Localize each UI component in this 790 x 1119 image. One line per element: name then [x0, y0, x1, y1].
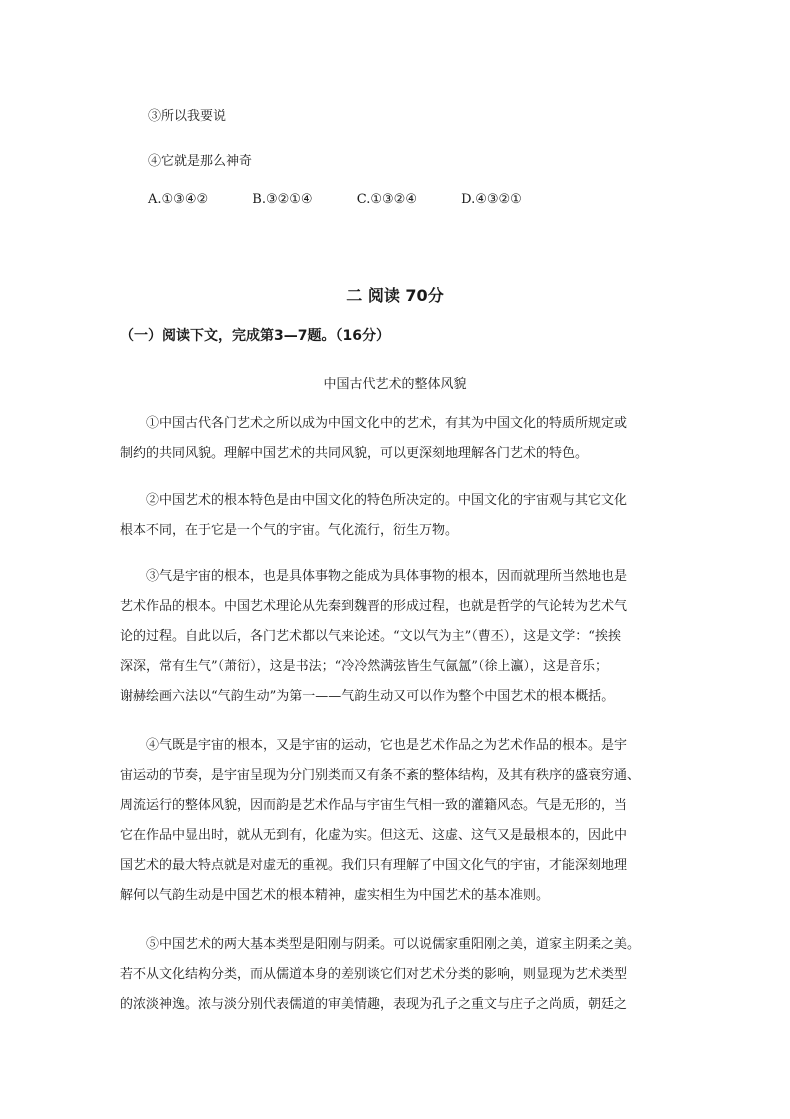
paragraph-line: 国艺术的最大特点就是对虚无的重视。我们只有理解了中国文化气的宇宙，才能深刻地理	[120, 858, 628, 873]
paragraph-1	[120, 409, 676, 469]
option-3: ③所以我要说	[148, 109, 227, 124]
paragraph-line: 论的过程。自此以后，各门艺术都以气来论述。“文以气为主”（曹丕），这是文学：“挨挨	[120, 629, 621, 644]
paragraph-line: ③气是宇宙的根本，也是具体事物之能成为具体事物的根本，因而就理所当然地也是	[146, 569, 628, 584]
paragraph-line: 的浓淡神逸。浓与淡分别代表儒道的审美情趣，表现为孔子之重文与庄子之尚质，朝廷之	[120, 997, 628, 1012]
paragraph-3	[120, 562, 676, 712]
paragraph-line: ⑤中国艺术的两大基本类型是阳刚与阴柔。可以说儒家重阳刚之美，道家主阴柔之美。	[146, 937, 641, 952]
paragraph-line: 深深，常有生气”（萧衍），这是书法；“冷冷然满弦皆生气氤氲”（徐上瀛），这是音乐；	[120, 659, 608, 674]
paragraph-line: ②中国艺术的根本特色是由中国文化的特色所决定的。中国文化的宇宙观与其它文化	[146, 493, 628, 508]
choice-b: B.③②①④	[252, 192, 313, 207]
paragraph-line: 解何以气韵生动是中国艺术的根本精神，虚实相生为中国艺术的基本准则。	[120, 888, 550, 903]
answer-choices	[148, 192, 562, 207]
option-4: ④它就是那么神奇	[148, 154, 253, 169]
paragraph-line: 根本不同，在于它是一个气的宇宙。气化流行，衍生万物。	[120, 523, 459, 538]
section-title: 二 阅读 70分	[346, 286, 444, 305]
choice-d: D.④③②①	[461, 192, 522, 207]
choice-c: C.①③②④	[356, 192, 417, 207]
paragraph-line: 制约的共同风貌。理解中国艺术的共同风貌，可以更深刻地理解各门艺术的特色。	[120, 446, 589, 461]
paragraph-line: 若不从文化结构分类，而从儒道本身的差别谈它们对艺术分类的影响，则显现为艺术类型	[120, 967, 628, 982]
paragraph-line: 周流运行的整体风貌，因而韵是艺术作品与宇宙生气相一致的灌籍风态。气是无形的，当	[120, 798, 628, 813]
paragraph-line: 它在作品中显出时，就从无到有，化虚为实。但这无、这虚、这气又是最根本的，因此中	[120, 828, 628, 843]
paragraph-line: 谢赫绘画六法以“气韵生动”为第一——气韵生动又可以作为整个中国艺术的根本概括。	[120, 689, 615, 704]
sub-heading: （一）阅读下文，完成第3—7题。（16分）	[120, 328, 390, 344]
paragraph-4	[120, 731, 676, 911]
paragraph-2	[120, 486, 676, 546]
paragraph-line: ①中国古代各门艺术之所以成为中国文化中的艺术，有其为中国文化的特质所规定或	[146, 416, 628, 431]
paragraph-line: 艺术作品的根本。中国艺术理论从先秦到魏晋的形成过程，也就是哲学的气论转为艺术气	[120, 599, 628, 614]
paragraph-line: ④气既是宇宙的根本，又是宇宙的运动，它也是艺术作品之为艺术作品的根本。是宇	[146, 738, 628, 753]
article-title: 中国古代艺术的整体风貌	[323, 377, 467, 392]
paragraph-line: 宙运动的节奏，是宇宙呈现为分门别类而又有条不紊的整体结构，及其有秩序的盛衰穷通、	[120, 768, 641, 783]
choice-a: A.①③④②	[148, 192, 209, 207]
paragraph-5	[120, 930, 676, 1020]
